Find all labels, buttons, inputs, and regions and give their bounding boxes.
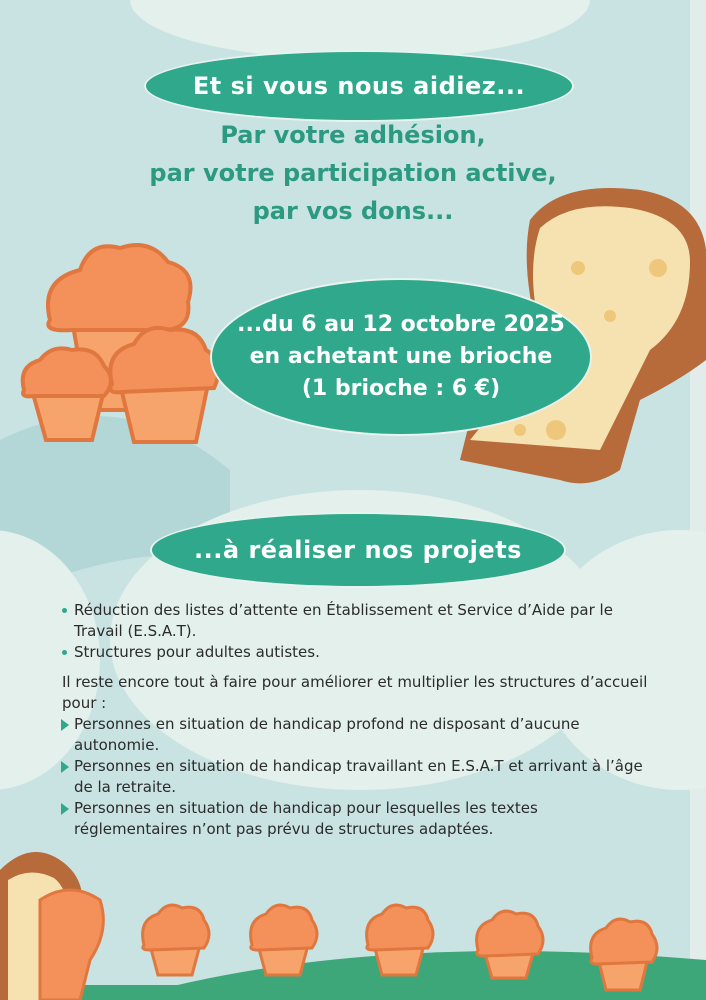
campaign-action: en achetant une brioche [249,344,553,369]
list-item: Personnes en situation de handicap pour lesquelles les textes réglementaires n’ont pas prévu de structures adaptées. [60,798,650,840]
campaign-dates: ...du 6 au 12 octobre 2025 [237,312,565,337]
list-item: Structures pour adultes autistes. [60,642,650,663]
campaign-price: (1 brioche : 6 €) [301,376,501,401]
appeal-line: par votre participation active, [149,159,557,187]
needs-paragraph: Il reste encore tout à faire pour améliorer et multiplier les structures d’accueil pour : [62,673,648,712]
list-item: Personnes en situation de handicap travaillant en E.S.A.T et arrivant à l’âge de la retraite. [60,756,650,798]
projects-title: ...à réaliser nos projets [152,514,564,586]
campaign-badge [212,280,590,434]
appeal-text [0,116,706,230]
appeal-line: par vos dons... [252,197,454,225]
list-item: Personnes en situation de handicap profond ne disposant d’aucune autonomie. [60,714,650,756]
projects-list [60,600,650,663]
needs-section [60,672,650,840]
header-title: Et si vous nous aidiez... [146,52,572,120]
appeal-line: Par votre adhésion, [220,121,486,149]
list-item: Réduction des listes d’attente en Établissement et Service d’Aide par le Travail (E.S.A.T). [60,600,650,642]
